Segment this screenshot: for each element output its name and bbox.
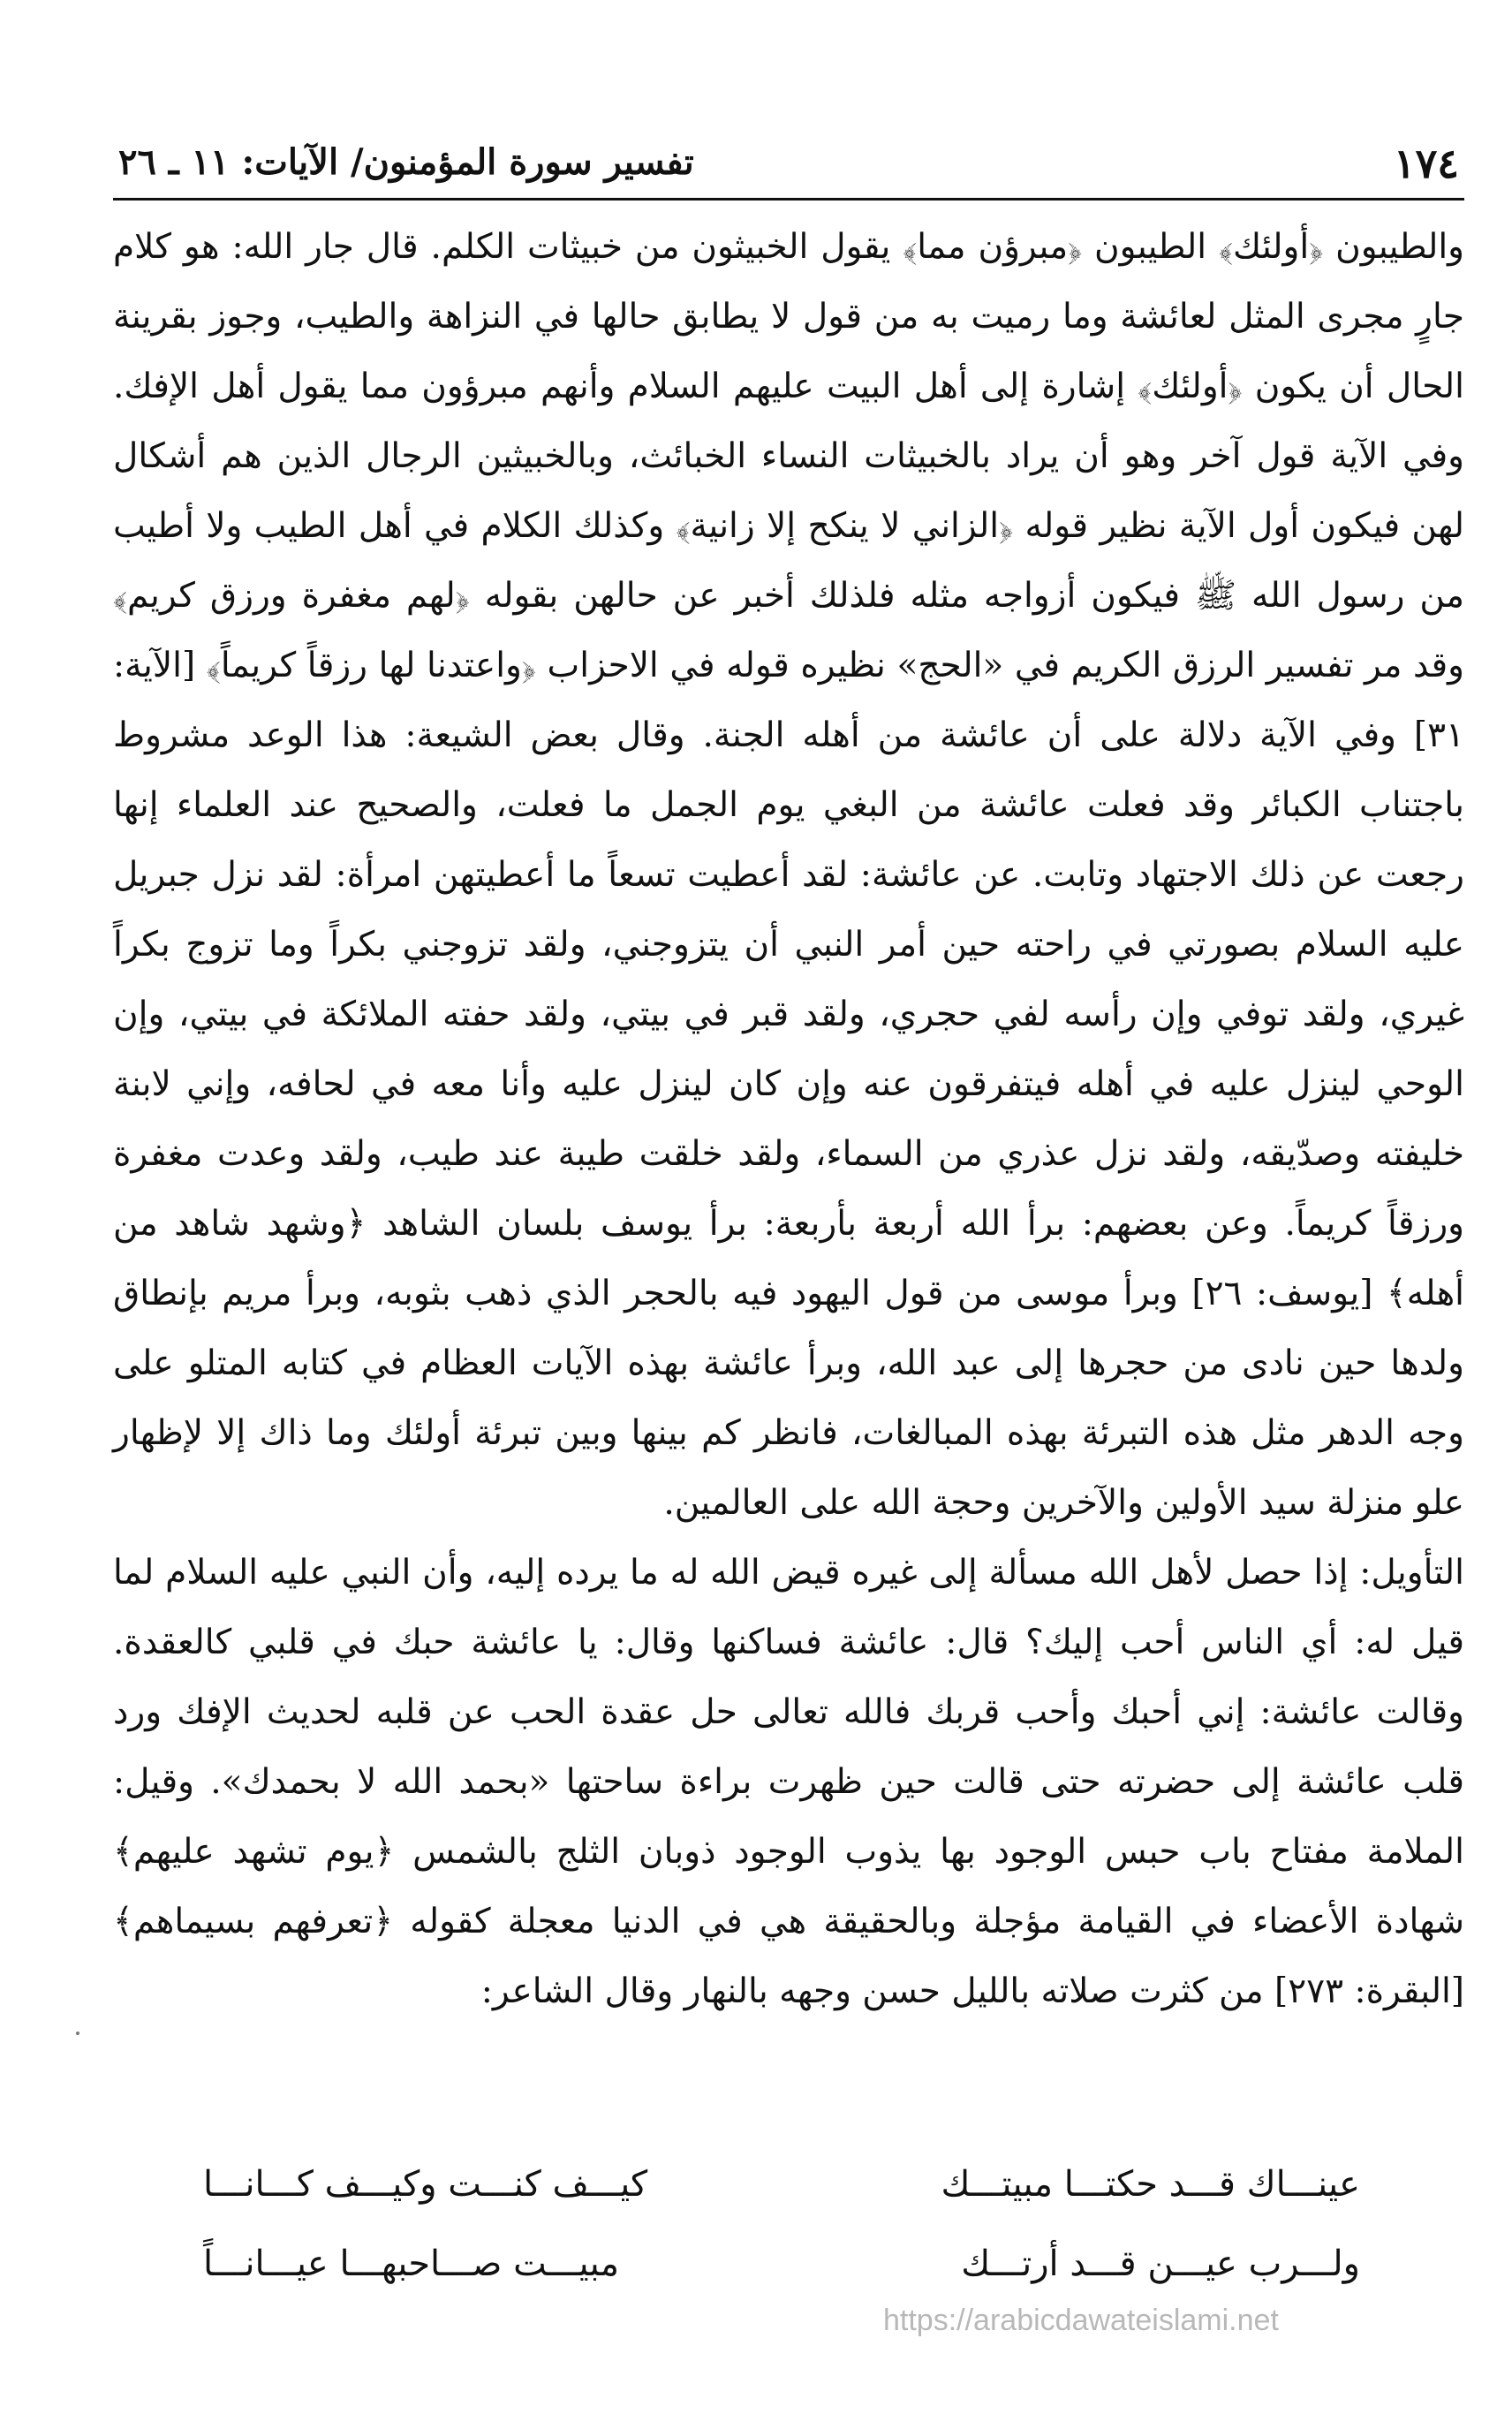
poem-hemistich-first: عينـــاك قـــد حكتـــا مبيتـــك [941,2164,1360,2205]
poem-verses [177,2164,1360,2323]
poem-hemistich-second: مبيـــت صـــاحبهـــا عيـــانـــاً [203,2244,620,2284]
page-header [113,140,1464,201]
main-text [113,212,1464,2026]
watermark-url: https://arabicdawateislami.net [883,2304,1279,2337]
running-title: تفسير سورة المؤمنون/ الآيات: ١١ ـ ٢٦ [118,141,694,183]
paragraph-commentary: والطيبون ﴿أولئك﴾ الطيبون ﴿مبرؤن مما﴾ يقول الخبيثون من خبيثات الكلم. قال جار الله: هو كلام جارٍ مجرى المثل لعائشة وما رميت به من قول لا يطابق حالها في النزاهة والطيب، وجوز بقرينة الحال أن يكون ﴿أولئك﴾ إشارة إلى أهل البيت عليهم السلام وأنهم مبرؤون مما يقول أهل الإفك. وفي الآية قول آخر وهو أن يراد بالخبيثات النساء الخبائث، وبالخبيثين الرجال الذين هم أشكال لهن فيكون أول الآية نظير قوله ﴿الزاني لا ينكح إلا زانية﴾ وكذلك الكلام في أهل الطيب ولا أطيب من رسول الله ﷺ فيكون أزواجه مثله فلذلك أخبر عن حالهن بقوله ﴿لهم مغفرة ورزق كريم﴾ وقد مر تفسير الرزق الكريم في «الحج» نظيره قوله في الاحزاب ﴿واعتدنا لها رزقاً كريماً﴾ [الآية: ٣١] وفي الآية دلالة على أن عائشة من أهله الجنة. وقال بعض الشيعة: هذا الوعد مشروط باجتناب الكبائر وقد فعلت عائشة من البغي يوم الجمل ما فعلت، والصحيح عند العلماء إنها رجعت عن ذلك الاجتهاد وتابت. عن عائشة: لقد أعطيت تسعاً ما أعطيتهن امرأة: لقد نزل جبريل عليه السلام بصورتي في راحته حين أمر النبي أن يتزوجني، ولقد تزوجني بكراً وما تزوج بكراً غيري، ولقد توفي وإن رأسه لفي حجري، ولقد قبر في بيتي، ولقد حفته الملائكة في بيتي، وإن الوحي لينزل عليه في أهله فيتفرقون عنه وإن كان لينزل عليه وأنا معه في لحافه، وإني لابنة خليفته وصدّيقه، ولقد نزل عذري من السماء، ولقد خلقت طيبة عند طيب، ولقد وعدت مغفرة ورزقاً كريماً. وعن بعضهم: برأ الله أربعة بأربعة: برأ يوسف بلسان الشاهد ﴿وشهد شاهد من أهله﴾ [يوسف: ٢٦] وبرأ موسى من قول اليهود فيه بالحجر الذي ذهب بثوبه، وبرأ مريم بإنطاق ولدها حين نادى من حجرها إلى عبد الله، وبرأ عائشة بهذه الآيات العظام في كتابه المتلو على وجه الدهر مثل هذه التبرئة بهذه المبالغات، فانظر كم بينها وبين تبرئة أولئك وما ذاك إلا لإظهار علو منزلة سيد الأولين والآخرين وحجة الله على العالمين. [113,227,1464,1523]
poem-hemistich-second: كيـــف كنـــت وكيـــف كـــانـــا [203,2164,648,2205]
paragraph-tawil: التأويل: إذا حصل لأهل الله مسألة إلى غيره قيض الله له ما يرده إليه، وأن النبي عليه السلام لما قيل له: أي الناس أحب إليك؟ قال: عائشة فساكنها وقال: يا عائشة حبك في قلبي كالعقدة. وقالت عائشة: إني أحبك وأحب قربك فالله تعالى حل عقدة الحب عن قلبه لحديث الإفك ورد قلب عائشة إلى حضرته حتى قالت حين ظهرت براءة ساحتها «بحمد الله لا بحمدك». وقيل: الملامة مفتاح باب حبس الوجود بها يذوب الوجود ذوبان الثلج بالشمس ﴿يوم تشهد عليهم﴾ شهادة الأعضاء في القيامة مؤجلة وبالحقيقة هي في الدنيا معجلة كقوله ﴿تعرفهم بسيماهم﴾ [البقرة: ٢٧٣] من كثرت صلاته بالليل حسن وجهه بالنهار وقال الشاعر: [113,1553,1464,2011]
page-number: ١٧٤ [1393,140,1459,187]
poem-hemistich-first: ولـــرب عيـــن قـــد أرتـــك [961,2244,1360,2284]
margin-speck [76,2032,79,2035]
poem-line [177,2164,1360,2244]
